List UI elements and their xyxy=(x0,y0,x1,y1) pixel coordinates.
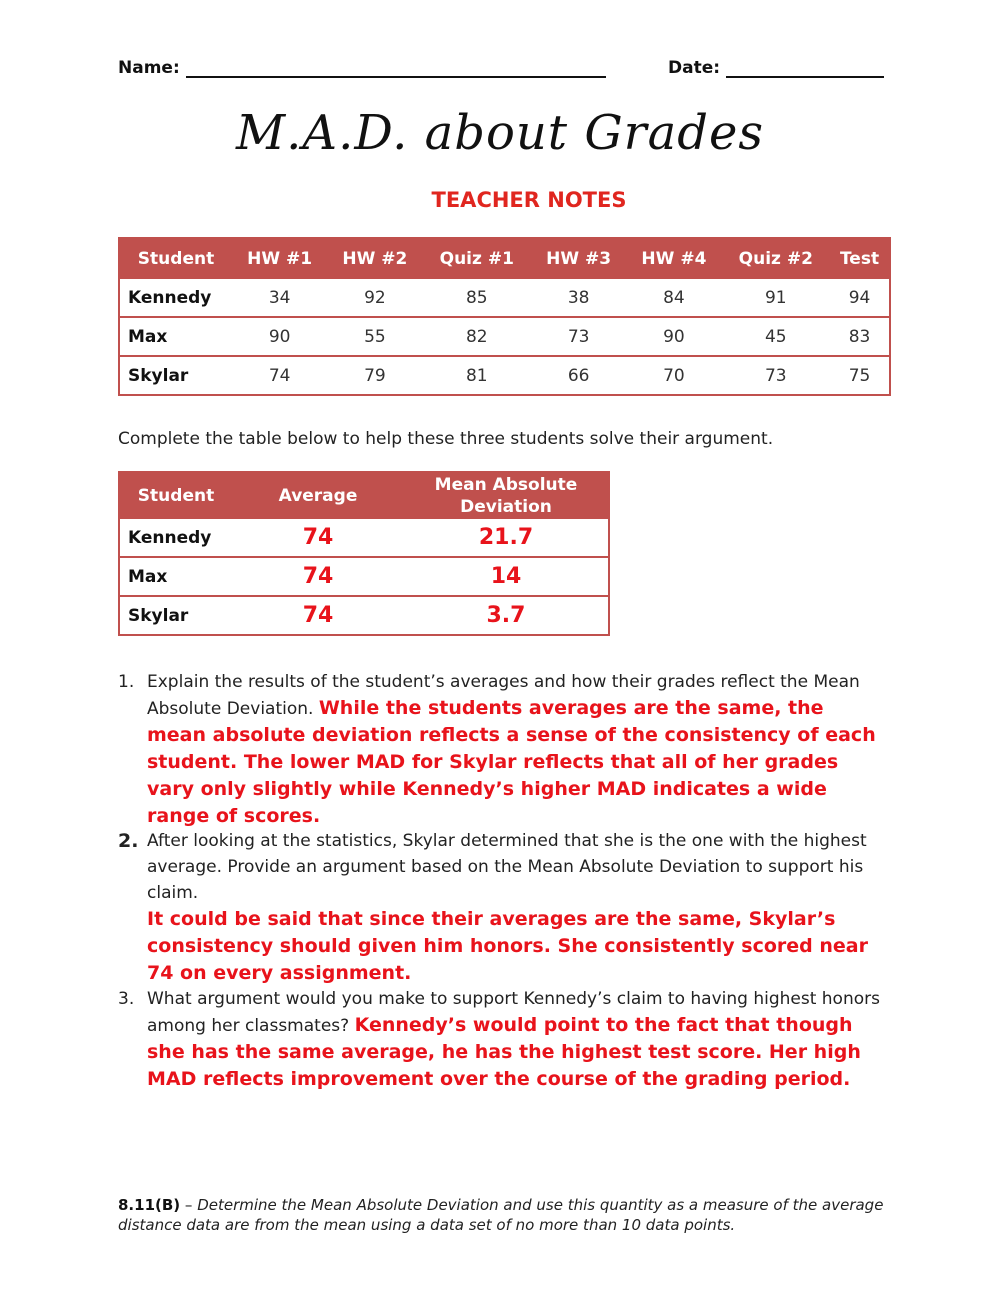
score-cell: 90 xyxy=(626,317,721,356)
page-title: M.A.D. about Grades xyxy=(236,105,764,161)
question-answer: While the students averages are the same, the mean absolute deviation reflects a sense of the consistency of each student. The lower MAD for Skylar reflects that all of her grades vary only slightly while Kennedy’s higher MAD indicates a wide range of scores. xyxy=(147,697,876,827)
mad-cell: 21.7 xyxy=(404,519,609,557)
score-cell: 66 xyxy=(531,356,626,395)
question-answer: Kennedy’s would point to the fact that though she has the same average, he has the highest test score. Her high MAD reflects improvement over the course of the grading period. xyxy=(147,1014,861,1090)
grades-table-header xyxy=(119,238,890,279)
question-number: 2. xyxy=(118,830,139,852)
summary-table-header xyxy=(119,472,609,519)
column-header: Student xyxy=(119,238,232,279)
column-header: HW #1 xyxy=(232,238,327,279)
column-header: HW #3 xyxy=(531,238,626,279)
name-label: Name: xyxy=(118,58,180,78)
score-cell: 90 xyxy=(232,317,327,356)
score-cell: 75 xyxy=(830,356,890,395)
average-cell: 74 xyxy=(232,596,404,635)
table-row xyxy=(119,519,609,557)
score-cell: 34 xyxy=(232,279,327,317)
score-cell: 70 xyxy=(626,356,721,395)
score-cell: 94 xyxy=(830,279,890,317)
student-name: Kennedy xyxy=(119,519,232,557)
score-cell: 73 xyxy=(722,356,830,395)
column-header: Quiz #1 xyxy=(423,238,531,279)
student-name: Kennedy xyxy=(119,279,232,317)
score-cell: 91 xyxy=(722,279,830,317)
mad-cell: 3.7 xyxy=(404,596,609,635)
table-row xyxy=(119,557,609,596)
column-header: Student xyxy=(119,472,232,519)
question-number: 1. xyxy=(118,672,135,692)
score-cell: 84 xyxy=(626,279,721,317)
table-row xyxy=(119,279,890,317)
question-prompt: Explain the results of the student’s averages and how their grades reflect the Mean Absolute Deviation. xyxy=(147,672,860,719)
column-header: Test xyxy=(830,238,890,279)
column-header: HW #2 xyxy=(327,238,422,279)
column-header: Quiz #2 xyxy=(722,238,830,279)
question-answer: It could be said that since their averages are the same, Skylar’s consistency should given him honors. She consistently scored near 74 on every assignment. xyxy=(147,908,868,984)
question-2 xyxy=(118,828,888,987)
question-prompt: After looking at the statistics, Skylar determined that she is the one with the highest average. Provide an argument based on the Mean Absolute Deviation to support his claim. xyxy=(147,831,867,903)
name-field xyxy=(118,58,606,78)
table-row xyxy=(119,317,890,356)
date-field xyxy=(668,58,884,78)
standard-footer xyxy=(118,1195,888,1235)
student-name: Max xyxy=(119,317,232,356)
column-header: Average xyxy=(232,472,404,519)
student-name: Max xyxy=(119,557,232,596)
score-cell: 92 xyxy=(327,279,422,317)
average-cell: 74 xyxy=(232,557,404,596)
date-blank[interactable] xyxy=(726,60,884,78)
score-cell: 45 xyxy=(722,317,830,356)
table-row xyxy=(119,596,609,635)
standard-code: 8.11(B) xyxy=(118,1196,181,1214)
score-cell: 38 xyxy=(531,279,626,317)
question-3 xyxy=(118,986,888,1093)
student-name: Skylar xyxy=(119,356,232,395)
column-header: HW #4 xyxy=(626,238,721,279)
table-row xyxy=(119,356,890,395)
score-cell: 79 xyxy=(327,356,422,395)
question-prompt: What argument would you make to support Kennedy’s claim to having highest honors among her classmates? xyxy=(147,989,880,1036)
score-cell: 73 xyxy=(531,317,626,356)
score-cell: 83 xyxy=(830,317,890,356)
summary-table xyxy=(118,471,610,636)
question-number: 3. xyxy=(118,989,135,1009)
question-1 xyxy=(118,669,888,830)
teacher-notes-heading: TEACHER NOTES xyxy=(431,188,627,212)
student-name: Skylar xyxy=(119,596,232,635)
score-cell: 74 xyxy=(232,356,327,395)
column-header: Mean Absolute Deviation xyxy=(404,472,609,519)
score-cell: 82 xyxy=(423,317,531,356)
name-blank[interactable] xyxy=(186,60,606,78)
score-cell: 81 xyxy=(423,356,531,395)
standard-dash: – xyxy=(180,1196,198,1214)
standard-text: Determine the Mean Absolute Deviation and use this quantity as a measure of the average distance data are from the mean using a data set of no more than 10 data points. xyxy=(118,1196,884,1234)
average-cell: 74 xyxy=(232,519,404,557)
score-cell: 55 xyxy=(327,317,422,356)
date-label: Date: xyxy=(668,58,721,78)
mad-cell: 14 xyxy=(404,557,609,596)
instruction-text: Complete the table below to help these three students solve their argument. xyxy=(118,429,774,449)
grades-table xyxy=(118,237,891,396)
score-cell: 85 xyxy=(423,279,531,317)
